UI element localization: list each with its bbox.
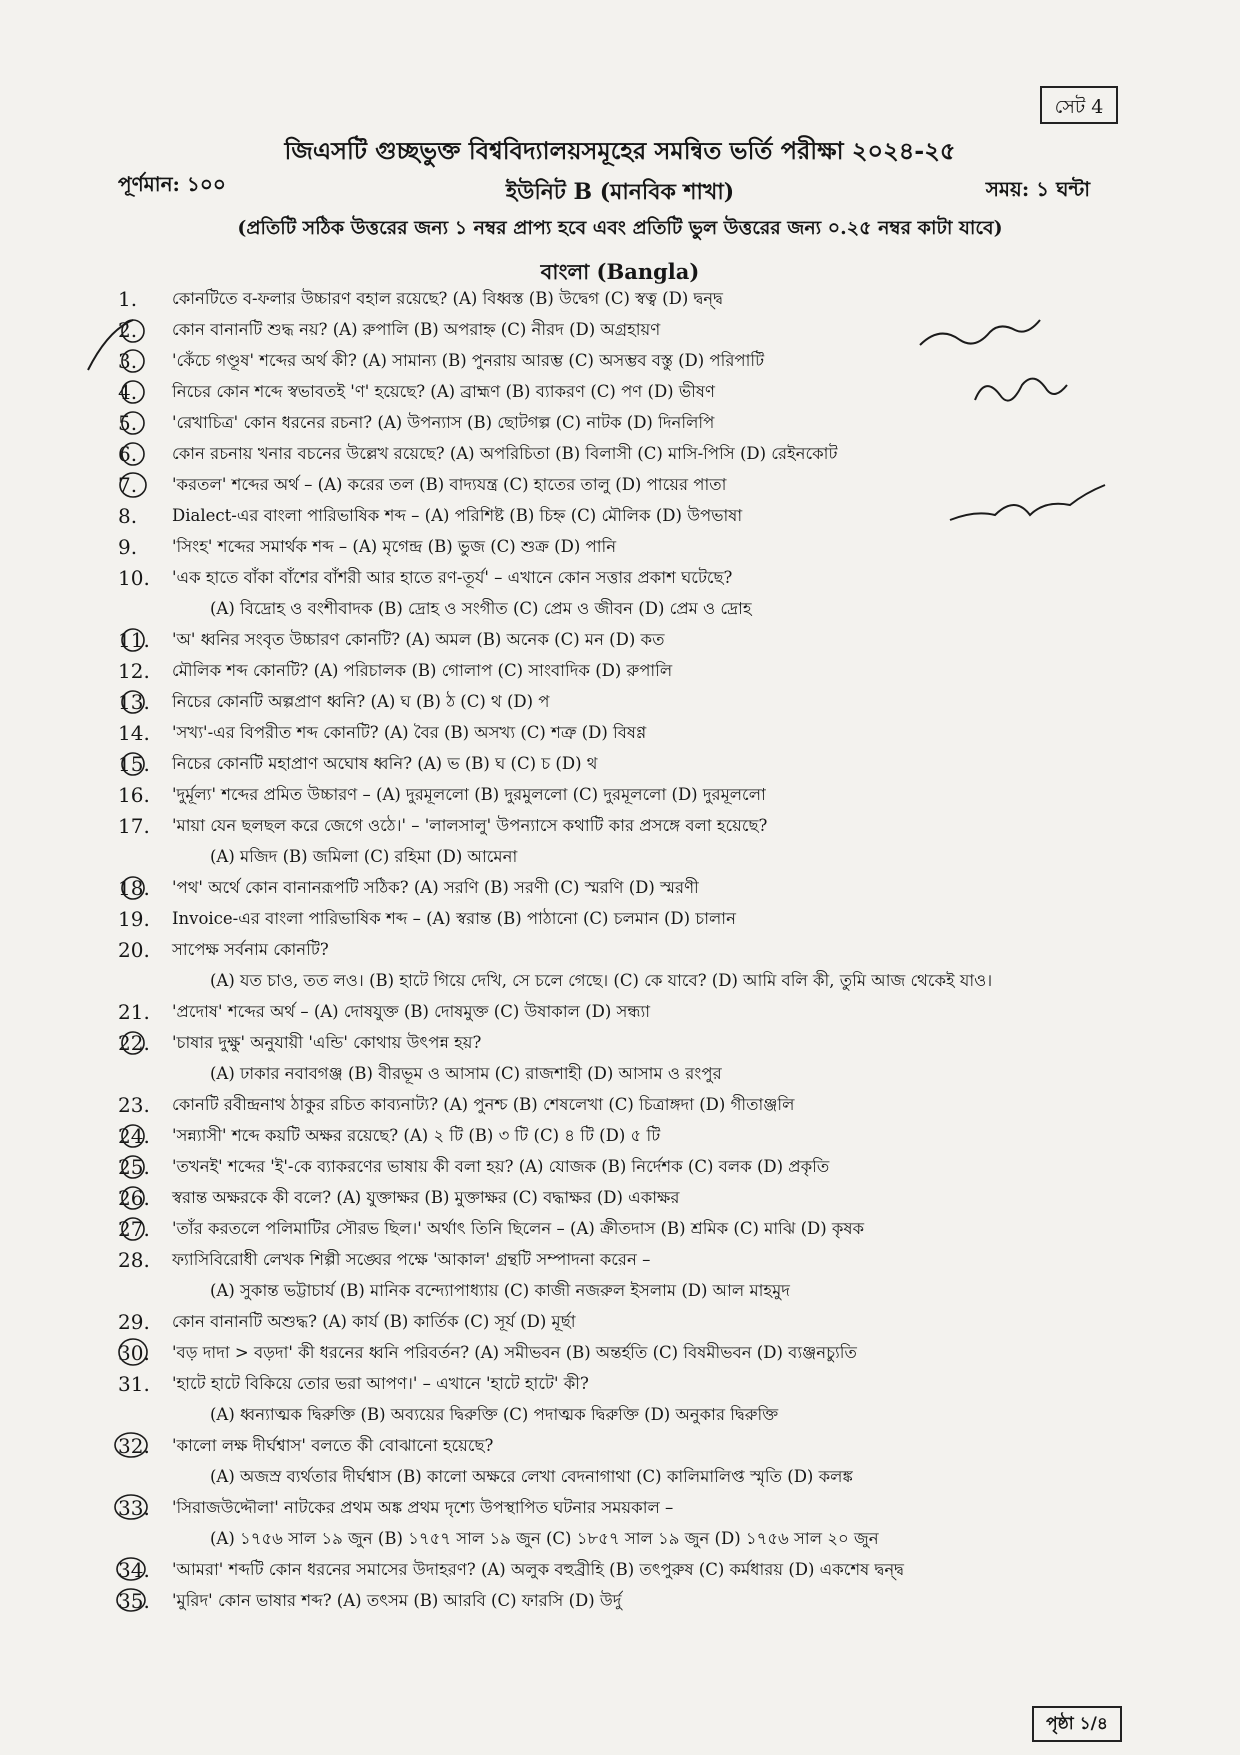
question-number: 11. bbox=[118, 628, 150, 652]
question-row bbox=[0, 501, 1240, 531]
question-row bbox=[0, 904, 1240, 934]
question-number: 3. bbox=[118, 349, 138, 373]
question-row bbox=[0, 346, 1240, 376]
question-row bbox=[0, 1214, 1240, 1244]
question-number: 18. bbox=[118, 876, 150, 900]
question-row bbox=[0, 718, 1240, 748]
full-marks: পূর্ণমান: ১০০ bbox=[118, 172, 226, 196]
question-text: 'চাষার দুক্ষু' অনুযায়ী 'এন্ডি' কোথায় উৎপন্ন হয়? bbox=[172, 1033, 482, 1052]
question-options: (A) ধ্বন্যাত্মক দ্বিরুক্তি (B) অব্যয়ের দ্বিরুক্তি (C) পদাত্মক দ্বিরুক্তি (D) অনুকার দ্বিরুক্তি bbox=[210, 1405, 779, 1424]
question-number: 31. bbox=[118, 1372, 150, 1396]
question-row bbox=[0, 749, 1240, 779]
question-text: 'হাটে হাটে বিকিয়ে তোর ভরা আপণ।' – এখানে 'হাটে হাটে' কী? bbox=[172, 1374, 589, 1393]
question-number: 21. bbox=[118, 1000, 150, 1024]
question-row bbox=[0, 780, 1240, 810]
question-text: নিচের কোনটি মহাপ্রাণ অঘোষ ধ্বনি? (A) ভ (B) ঘ (C) চ (D) থ bbox=[172, 754, 598, 773]
question-row bbox=[0, 1183, 1240, 1213]
question-row bbox=[0, 1152, 1240, 1182]
question-number: 16. bbox=[118, 783, 150, 807]
question-text: স্বরান্ত অক্ষরকে কী বলে? (A) যুক্তাক্ষর (B) মুক্তাক্ষর (C) বদ্ধাক্ষর (D) একাক্ষর bbox=[172, 1188, 680, 1207]
question-text: 'সিরাজউদ্দৌলা' নাটকের প্রথম অঙ্ক প্রথম দৃশ্যে উপস্থাপিত ঘটনার সময়কাল – bbox=[172, 1498, 674, 1517]
marking-instruction: (প্রতিটি সঠিক উত্তরের জন্য ১ নম্বর প্রাপ্য হবে এবং প্রতিটি ভুল উত্তরের জন্য ০.২৫ নম্বর কাটা যাবে) bbox=[237, 217, 1003, 239]
question-number: 35. bbox=[118, 1589, 150, 1613]
time-label: সময়: ১ ঘন্টা bbox=[985, 177, 1090, 201]
question-text: 'এক হাতে বাঁকা বাঁশের বাঁশরী আর হাতে রণ-তূর্য' – এখানে কোন সত্তার প্রকাশ ঘটেছে? bbox=[172, 568, 733, 587]
question-number: 19. bbox=[118, 907, 150, 931]
question-row bbox=[0, 377, 1240, 407]
question-number: 27. bbox=[118, 1217, 150, 1241]
question-number: 20. bbox=[118, 938, 150, 962]
question-number: 22. bbox=[118, 1031, 150, 1055]
question-text: Invoice-এর বাংলা পারিভাষিক শব্দ – (A) স্বরান্ত (B) পাঠানো (C) চলমান (D) চালান bbox=[172, 909, 736, 928]
question-text: Dialect-এর বাংলা পারিভাষিক শব্দ – (A) পরিশিষ্ট (B) চিহ্ন (C) মৌলিক (D) উপভাষা bbox=[172, 506, 743, 525]
question-row bbox=[0, 1307, 1240, 1337]
question-text: মৌলিক শব্দ কোনটি? (A) পরিচালক (B) গোলাপ (C) সাংবাদিক (D) রুপালি bbox=[172, 661, 673, 680]
question-row bbox=[0, 284, 1240, 314]
question-number: 14. bbox=[118, 721, 150, 745]
question-number: 13. bbox=[118, 690, 150, 714]
set-label: সেট 4 bbox=[1040, 86, 1118, 124]
question-options: (A) বিদ্রোহ ও বংশীবাদক (B) দ্রোহ ও সংগীত (C) প্রেম ও জীবন (D) প্রেম ও দ্রোহ bbox=[210, 599, 752, 618]
question-options: (A) ১৭৫৬ সাল ১৯ জুন (B) ১৭৫৭ সাল ১৯ জুন (C) ১৮৫৭ সাল ১৯ জুন (D) ১৭৫৬ সাল ২০ জুন bbox=[210, 1529, 879, 1548]
unit-label: ইউনিট B (মানবিক শাখা) bbox=[505, 179, 735, 205]
question-text: 'কালো লক্ষ দীর্ঘশ্বাস' বলতে কী বোঝানো হয়েছে? bbox=[172, 1436, 494, 1455]
question-row bbox=[0, 563, 1240, 593]
question-text: নিচের কোন শব্দে স্বভাবতই 'ণ' হয়েছে? (A) ব্রাহ্মণ (B) ব্যাকরণ (C) পণ (D) ভীষণ bbox=[172, 382, 715, 401]
question-number: 33. bbox=[118, 1496, 150, 1520]
question-row bbox=[0, 439, 1240, 469]
question-row bbox=[0, 873, 1240, 903]
question-number: 28. bbox=[118, 1248, 150, 1272]
question-text: 'সন্ন্যাসী' শব্দে কয়টি অক্ষর রয়েছে? (A) ২ টি (B) ৩ টি (C) ৪ টি (D) ৫ টি bbox=[172, 1126, 661, 1145]
question-row bbox=[0, 935, 1240, 965]
question-row bbox=[0, 1555, 1240, 1585]
question-number: 9. bbox=[118, 535, 138, 559]
question-number: 12. bbox=[118, 659, 150, 683]
question-text: 'তখনই' শব্দের 'ই'-কে ব্যাকরণের ভাষায় কী বলা হয়? (A) যোজক (B) নির্দেশক (C) বলক (D) প্রকৃতি bbox=[172, 1157, 830, 1176]
question-number: 4. bbox=[118, 380, 138, 404]
question-text: কোন বানানটি শুদ্ধ নয়? (A) রুপালি (B) অপরাহ্ন (C) নীরদ (D) অগ্রহায়ণ bbox=[172, 320, 661, 339]
question-number: 17. bbox=[118, 814, 150, 838]
question-text: 'বড় দাদা > বড়দা' কী ধরনের ধ্বনি পরিবর্তন? (A) সমীভবন (B) অন্তর্হতি (C) বিষমীভবন (D) ব্যঞ্জনচ্যুতি bbox=[172, 1343, 857, 1362]
question-number: 30. bbox=[118, 1341, 150, 1365]
question-number: 8. bbox=[118, 504, 138, 528]
question-row bbox=[0, 315, 1240, 345]
question-row bbox=[0, 656, 1240, 686]
question-row bbox=[0, 408, 1240, 438]
question-text: 'কেঁচে গণ্ডূষ' শব্দের অর্থ কী? (A) সামান্য (B) পুনরায় আরম্ভ (C) অসম্ভব বস্তু (D) পরিপাটি bbox=[172, 351, 765, 370]
question-row bbox=[0, 625, 1240, 655]
question-number: 2. bbox=[118, 318, 138, 342]
question-text: 'প্রদোষ' শব্দের অর্থ – (A) দোষযুক্ত (B) দোষমুক্ত (C) উষাকাল (D) সন্ধ্যা bbox=[172, 1002, 651, 1021]
question-text: 'পথ' অর্থে কোন বানানরূপটি সঠিক? (A) সরণি (B) সরণী (C) স্মরণি (D) স্মরণী bbox=[172, 878, 699, 897]
question-text: সাপেক্ষ সর্বনাম কোনটি? bbox=[172, 940, 329, 959]
question-text: কোন রচনায় খনার বচনের উল্লেখ রয়েছে? (A) অপরিচিতা (B) বিলাসী (C) মাসি-পিসি (D) রেইনকোট bbox=[172, 444, 838, 463]
question-row bbox=[0, 1431, 1240, 1461]
question-number: 23. bbox=[118, 1093, 150, 1117]
question-row bbox=[0, 1028, 1240, 1058]
question-row bbox=[0, 811, 1240, 841]
question-row bbox=[0, 997, 1240, 1027]
question-number: 24. bbox=[118, 1124, 150, 1148]
question-text: কোনটি রবীন্দ্রনাথ ঠাকুর রচিত কাব্যনাট্য? (A) পুনশ্চ (B) শেষলেখা (C) চিত্রাঙ্গদা (D) গীতাঞ্জলি bbox=[172, 1095, 795, 1114]
question-row bbox=[0, 1586, 1240, 1616]
question-row bbox=[0, 687, 1240, 717]
question-text: 'দুর্মূল্য' শব্দের প্রমিত উচ্চারণ – (A) দুরমূললো (B) দুরমুললো (C) দুরমূললো (D) দুরমূললো bbox=[172, 785, 766, 804]
question-text: 'করতল' শব্দের অর্থ – (A) করের তল (B) বাদ্যযন্ত্র (C) হাতের তালু (D) পায়ের পাতা bbox=[172, 475, 727, 494]
question-row bbox=[0, 470, 1240, 500]
question-row bbox=[0, 532, 1240, 562]
question-text: 'আমরা' শব্দটি কোন ধরনের সমাসের উদাহরণ? (A) অলুক বহুব্রীহি (B) তৎপুরুষ (C) কর্মধারয় (D) একশেষ দ্বন্দ্ব bbox=[172, 1560, 904, 1579]
question-row bbox=[0, 1338, 1240, 1368]
question-text: ফ্যাসিবিরোধী লেখক শিল্পী সঙ্ঘের পক্ষে 'আকাল' গ্রন্থটি সম্পাদনা করেন – bbox=[172, 1250, 651, 1269]
exam-title: জিএসটি গুচ্ছভুক্ত বিশ্ববিদ্যালয়সমূহের সমন্বিত ভর্তি পরীক্ষা ২০২৪-২৫ bbox=[284, 136, 956, 165]
question-number: 34. bbox=[118, 1558, 150, 1582]
question-row bbox=[0, 1369, 1240, 1399]
question-number: 15. bbox=[118, 752, 150, 776]
question-number: 7. bbox=[118, 473, 138, 497]
question-options: (A) অজস্র ব্যর্থতার দীর্ঘশ্বাস (B) কালো অক্ষরে লেখা বেদনাগাথা (C) কালিমালিপ্ত স্মৃতি (D) কলঙ্ক bbox=[210, 1467, 853, 1486]
question-number: 25. bbox=[118, 1155, 150, 1179]
question-row bbox=[0, 1090, 1240, 1120]
question-text: 'মায়া যেন ছলছল করে জেগে ওঠে।' – 'লালসালু' উপন্যাসে কথাটি কার প্রসঙ্গে বলা হয়েছে? bbox=[172, 816, 768, 835]
question-text: 'সিংহ' শব্দের সমার্থক শব্দ – (A) মৃগেন্দ্র (B) ভুজ (C) শুক্র (D) পানি bbox=[172, 537, 617, 556]
question-text: 'রেখাচিত্র' কোন ধরনের রচনা? (A) উপন্যাস (B) ছোটগল্প (C) নাটক (D) দিনলিপি bbox=[172, 413, 715, 432]
question-options: (A) মজিদ (B) জমিলা (C) রহিমা (D) আমেনা bbox=[210, 847, 518, 866]
question-row bbox=[0, 1245, 1240, 1275]
question-number: 29. bbox=[118, 1310, 150, 1334]
section-heading: বাংলা (Bangla) bbox=[540, 259, 700, 284]
question-number: 1. bbox=[118, 287, 138, 311]
page-number: পৃষ্ঠা ১/৪ bbox=[1032, 1706, 1122, 1742]
question-text: 'সখ্য'-এর বিপরীত শব্দ কোনটি? (A) বৈর (B) অসখ্য (C) শত্রু (D) বিষণ্ণ bbox=[172, 723, 647, 742]
question-number: 26. bbox=[118, 1186, 150, 1210]
question-options: (A) যত চাও, তত লও। (B) হাটে গিয়ে দেখি, সে চলে গেছে। (C) কে যাবে? (D) আমি বলি কী, তুমি আজ থেকেই যাও। bbox=[210, 971, 993, 990]
question-number: 5. bbox=[118, 411, 138, 435]
question-number: 10. bbox=[118, 566, 150, 590]
question-text: 'মুরিদ' কোন ভাষার শব্দ? (A) তৎসম (B) আরবি (C) ফারসি (D) উর্দু bbox=[172, 1591, 622, 1610]
question-row bbox=[0, 1121, 1240, 1151]
question-options: (A) সুকান্ত ভট্টাচার্য (B) মানিক বন্দ্যোপাধ্যায় (C) কাজী নজরুল ইসলাম (D) আল মাহমুদ bbox=[210, 1281, 790, 1300]
question-text: কোনটিতে ব-ফলার উচ্চারণ বহাল রয়েছে? (A) বিধ্বস্ত (B) উদ্বেগ (C) স্বত্ব (D) দ্বন্দ্ব bbox=[172, 289, 723, 308]
question-number: 6. bbox=[118, 442, 138, 466]
question-text: 'তাঁর করতলে পলিমাটির সৌরভ ছিল।' অর্থাৎ তিনি ছিলেন – (A) ক্রীতদাস (B) শ্রমিক (C) মাঝি (D) কৃষক bbox=[172, 1219, 865, 1238]
question-text: কোন বানানটি অশুদ্ধ? (A) কার্য (B) কার্তিক (C) সূর্য (D) মূর্ছা bbox=[172, 1312, 576, 1331]
question-options: (A) ঢাকার নবাবগঞ্জ (B) বীরভূম ও আসাম (C) রাজশাহী (D) আসাম ও রংপুর bbox=[210, 1064, 722, 1083]
question-number: 32. bbox=[118, 1434, 150, 1458]
question-row bbox=[0, 1493, 1240, 1523]
question-text: 'অ' ধ্বনির সংবৃত উচ্চারণ কোনটি? (A) অমল (B) অনেক (C) মন (D) কত bbox=[172, 630, 665, 649]
question-text: নিচের কোনটি অল্পপ্রাণ ধ্বনি? (A) ঘ (B) ঠ (C) থ (D) প bbox=[172, 692, 550, 711]
